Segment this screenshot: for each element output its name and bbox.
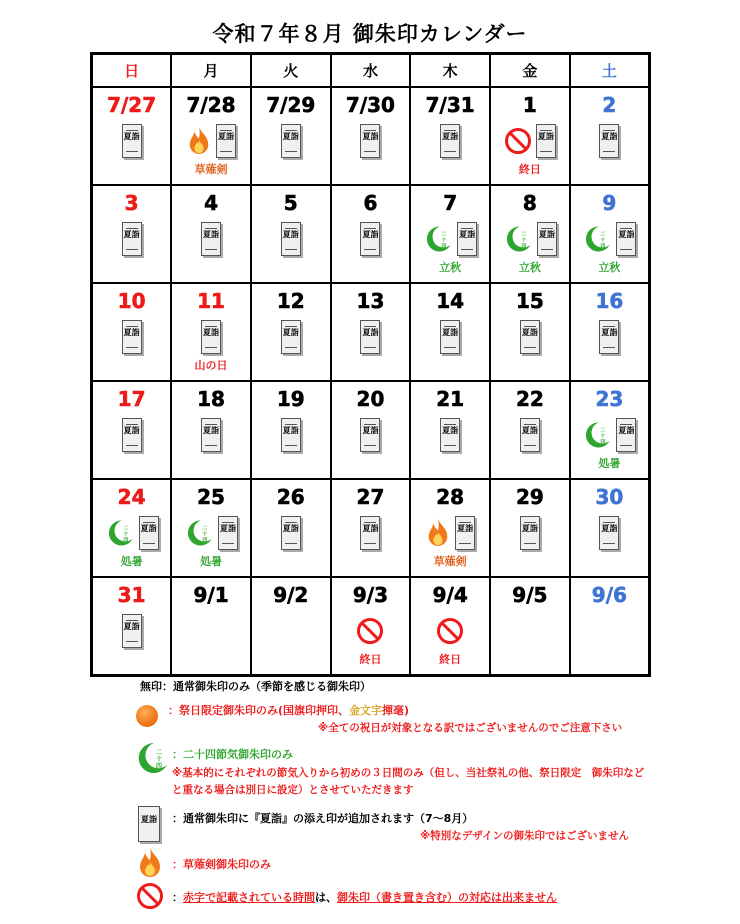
natsumode-card-icon (281, 320, 301, 354)
natsumode-card-icon (360, 124, 380, 158)
natsumode-card-icon (281, 124, 301, 158)
day-cell (410, 381, 490, 479)
day-cell (251, 87, 331, 185)
day-label: 山の日 (194, 359, 228, 372)
day-number: 18 (197, 387, 225, 411)
card-text: 夏詣 (218, 132, 235, 141)
weekday-header: 土 (570, 54, 650, 88)
legend-no-text-red: 赤字で記載されている時間 (183, 891, 315, 904)
day-icons (252, 122, 330, 160)
legend-flame-text: ：草薙剣御朱印のみ (172, 858, 271, 871)
day-number: 15 (515, 289, 544, 313)
day-label: 立秋 (518, 261, 541, 274)
day-cell (331, 185, 411, 283)
natsumode-card-icon (138, 806, 160, 842)
day-cell (171, 283, 251, 381)
card-text: 夏詣 (220, 524, 237, 533)
day-number: 1 (522, 93, 537, 117)
day-number: 22 (515, 387, 544, 411)
day-icons (411, 612, 489, 650)
day-number: 7/27 (107, 93, 157, 117)
day-number: 5 (283, 191, 298, 215)
day-icons (172, 514, 250, 552)
day-icons (571, 220, 648, 258)
legend-mujirushi-label: 無印 (140, 680, 162, 693)
day-icons (491, 514, 569, 552)
card-text: 夏詣 (538, 230, 555, 239)
svg-text:四: 四 (156, 763, 163, 770)
day-cell (490, 381, 570, 479)
day-label: 処暑 (598, 457, 621, 470)
day-cell (331, 381, 411, 479)
day-icons (252, 318, 330, 356)
svg-text:十: 十 (600, 237, 606, 244)
day-cell (410, 87, 490, 185)
card-text: 夏詣 (203, 230, 220, 239)
legend-no-row (172, 889, 557, 905)
svg-text:四: 四 (600, 439, 606, 446)
svg-text:四: 四 (202, 537, 208, 544)
day-cell (171, 577, 251, 676)
day-icons (93, 612, 170, 650)
day-cell (251, 577, 331, 676)
card-text: 夏詣 (282, 230, 299, 239)
natsumode-card-icon (281, 516, 301, 550)
day-icons (172, 318, 250, 356)
moon-icon (134, 740, 170, 779)
day-cell (171, 381, 251, 479)
day-icons (172, 122, 250, 160)
weekday-header: 木 (410, 54, 490, 88)
legend-sun-text-b: 揮毫) (382, 704, 410, 717)
prohibited-icon (436, 617, 464, 645)
day-number: 19 (276, 387, 305, 411)
card-text: 夏詣 (282, 328, 299, 337)
day-cell (92, 283, 172, 381)
day-cell (171, 87, 251, 185)
card-text: 夏詣 (123, 132, 140, 141)
legend-row-mujirushi (140, 678, 371, 694)
prohibited-icon (356, 617, 384, 645)
natsumode-card-icon (281, 222, 301, 256)
page-title: 令和７年８月 御朱印カレンダー (212, 22, 528, 46)
day-icons (571, 416, 648, 454)
day-cell (251, 381, 331, 479)
day-icons (411, 122, 489, 160)
day-number: 7/31 (425, 93, 475, 117)
day-cell (251, 479, 331, 577)
day-number: 17 (117, 387, 146, 411)
day-icons (252, 514, 330, 552)
day-cell (92, 577, 172, 676)
svg-text:二: 二 (600, 231, 606, 238)
legend-no-text-a: ： (172, 891, 183, 904)
prohibited-icon (504, 127, 532, 155)
day-cell (331, 479, 411, 577)
natsumode-card-icon (599, 320, 619, 354)
week-row (92, 87, 650, 185)
day-number: 6 (363, 191, 378, 215)
flame-icon (186, 125, 212, 157)
day-number: 20 (356, 387, 385, 411)
day-number: 21 (436, 387, 465, 411)
day-icons (411, 220, 489, 258)
legend-sun-note: ※全ての祝日が対象となる訳ではございませんのでご注意下さい (318, 722, 623, 734)
day-cell (490, 87, 570, 185)
moon-icon (105, 517, 135, 549)
day-cell (410, 577, 490, 676)
day-cell (251, 185, 331, 283)
svg-text:二: 二 (600, 427, 606, 434)
day-cell (92, 381, 172, 479)
day-number: 28 (436, 485, 465, 509)
calendar-grid (90, 52, 651, 677)
natsumode-card-icon (122, 320, 142, 354)
svg-text:二: 二 (441, 231, 447, 238)
natsumode-card-icon (616, 222, 636, 256)
flame-icon (425, 517, 451, 549)
day-number: 29 (515, 485, 544, 509)
card-text: 夏詣 (123, 426, 140, 435)
natsumode-card-icon (440, 418, 460, 452)
legend-moon-note: ※基本的にそれぞれの節気入りから初めの３日間のみ（但し、当社祭礼の他、祭日限定 御朱印などと重なる場合は別日に設定）とさせていただきます (172, 767, 645, 796)
day-icons (332, 122, 410, 160)
moon-icon (582, 223, 612, 255)
day-number: 9/1 (193, 583, 229, 607)
day-number: 23 (595, 387, 624, 411)
legend-sun-text-gold: 金文字 (349, 704, 383, 717)
week-row (92, 479, 650, 577)
weekday-header: 金 (490, 54, 570, 88)
day-icons (93, 220, 170, 258)
day-cell (410, 185, 490, 283)
svg-text:二: 二 (122, 525, 128, 532)
day-number: 2 (602, 93, 617, 117)
day-number: 14 (436, 289, 465, 313)
card-text: 夏詣 (282, 132, 299, 141)
moon-icon (503, 223, 533, 255)
natsumode-card-icon (360, 516, 380, 550)
sun-icon (136, 705, 158, 727)
day-cell (92, 87, 172, 185)
day-label: 処暑 (200, 555, 223, 568)
natsumode-card-icon (520, 516, 540, 550)
card-text: 夏詣 (457, 524, 474, 533)
day-number: 7/30 (345, 93, 395, 117)
svg-text:二: 二 (156, 749, 163, 756)
card-text: 夏詣 (601, 132, 618, 141)
legend-card-text: ：通常御朱印に『夏詣』の添え印が追加されます（7～8月） (172, 812, 474, 825)
natsumode-card-icon (360, 320, 380, 354)
day-number: 31 (117, 583, 146, 607)
day-cell (331, 87, 411, 185)
day-number: 27 (356, 485, 385, 509)
weekday-header: 日 (92, 54, 172, 88)
svg-text:四: 四 (441, 243, 447, 250)
day-label: 終日 (359, 653, 382, 666)
day-icons (172, 220, 250, 258)
day-cell (331, 577, 411, 676)
day-icons (332, 416, 410, 454)
card-text: 夏詣 (618, 230, 635, 239)
card-text: 夏詣 (123, 328, 140, 337)
day-icons (491, 220, 569, 258)
card-text: 夏詣 (141, 815, 157, 824)
card-text: 夏詣 (537, 132, 554, 141)
day-number: 16 (595, 289, 624, 313)
day-label: 草薙剣 (194, 163, 228, 176)
day-number: 3 (124, 191, 139, 215)
natsumode-card-icon (201, 418, 221, 452)
day-cell (251, 283, 331, 381)
day-cell (410, 283, 490, 381)
day-cell (570, 577, 650, 676)
day-number: 9/2 (273, 583, 309, 607)
natsumode-card-icon (281, 418, 301, 452)
natsumode-card-icon (457, 222, 477, 256)
day-number: 9/4 (432, 583, 468, 607)
day-number: 26 (276, 485, 305, 509)
natsumode-card-icon (122, 222, 142, 256)
day-number: 9/6 (591, 583, 627, 607)
card-text: 夏詣 (123, 622, 140, 631)
day-icons (93, 416, 170, 454)
day-icons (172, 416, 250, 454)
natsumode-card-icon (537, 222, 557, 256)
natsumode-card-icon (440, 320, 460, 354)
day-cell (490, 185, 570, 283)
day-cell (490, 577, 570, 676)
day-number: 9 (602, 191, 617, 215)
svg-text:十: 十 (156, 756, 163, 763)
natsumode-card-icon (216, 124, 236, 158)
day-icons (332, 318, 410, 356)
card-text: 夏詣 (123, 230, 140, 239)
day-cell (490, 283, 570, 381)
natsumode-card-icon (218, 516, 238, 550)
card-text: 夏詣 (521, 524, 538, 533)
day-number: 7/29 (266, 93, 316, 117)
week-row (92, 577, 650, 676)
natsumode-card-icon (139, 516, 159, 550)
card-text: 夏詣 (362, 230, 379, 239)
day-number: 4 (204, 191, 219, 215)
card-text: 夏詣 (459, 230, 476, 239)
weekday-header: 火 (251, 54, 331, 88)
day-number: 25 (197, 485, 225, 509)
natsumode-card-icon (360, 418, 380, 452)
day-icons (571, 318, 648, 356)
legend-sun-text-a: ：祭日限定御朱印のみ(国旗印押印、 (168, 704, 350, 717)
svg-text:十: 十 (600, 433, 606, 440)
week-row (92, 185, 650, 283)
card-text: 夏詣 (203, 328, 220, 337)
natsumode-card-icon (536, 124, 556, 158)
svg-text:二: 二 (521, 231, 527, 238)
day-number: 9/5 (512, 583, 548, 607)
weekday-header: 月 (171, 54, 251, 88)
day-number: 9/3 (352, 583, 389, 607)
natsumode-card-icon (201, 222, 221, 256)
card-text: 夏詣 (362, 524, 379, 533)
day-cell (171, 479, 251, 577)
day-icons (411, 514, 489, 552)
day-number: 13 (356, 289, 385, 313)
card-text: 夏詣 (618, 426, 635, 435)
day-cell (410, 479, 490, 577)
svg-text:四: 四 (521, 243, 527, 250)
day-cell (92, 185, 172, 283)
legend (0, 676, 740, 924)
legend-no-text-c: 御朱印（書き置き含む）の対応は出来ません (337, 891, 557, 904)
card-text: 夏詣 (282, 524, 299, 533)
svg-text:十: 十 (521, 237, 527, 244)
weekday-header-row (92, 54, 650, 88)
day-icons (491, 122, 569, 160)
legend-card-note: ※特別なデザインの御朱印ではございません (420, 830, 629, 842)
day-cell (570, 479, 650, 577)
day-icons (491, 416, 569, 454)
natsumode-card-icon (455, 516, 475, 550)
day-number: 24 (117, 485, 146, 509)
week-row (92, 283, 650, 381)
natsumode-card-icon (201, 320, 221, 354)
card-text: 夏詣 (521, 328, 538, 337)
day-cell (570, 185, 650, 283)
day-label: 立秋 (439, 261, 462, 274)
natsumode-card-icon (599, 124, 619, 158)
week-row (92, 381, 650, 479)
day-icons (252, 220, 330, 258)
day-cell (171, 185, 251, 283)
calendar-body (92, 87, 650, 676)
day-number: 8 (522, 191, 537, 215)
svg-text:十: 十 (441, 237, 447, 244)
card-text: 夏詣 (521, 426, 538, 435)
day-icons (332, 612, 410, 650)
day-label: 処暑 (120, 555, 143, 568)
natsumode-card-icon (440, 124, 460, 158)
day-cell (92, 479, 172, 577)
natsumode-card-icon (616, 418, 636, 452)
legend-no-text-b: は、 (315, 891, 337, 904)
day-number: 11 (197, 289, 225, 313)
day-icons (332, 220, 410, 258)
svg-text:四: 四 (600, 243, 606, 250)
day-icons (93, 318, 170, 356)
card-text: 夏詣 (362, 328, 379, 337)
day-number: 7 (443, 191, 458, 215)
svg-text:十: 十 (202, 531, 208, 538)
card-text: 夏詣 (601, 328, 618, 337)
legend-row-sun (168, 702, 409, 718)
day-icons (93, 514, 170, 552)
day-label: 立秋 (598, 261, 621, 274)
card-text: 夏詣 (442, 426, 459, 435)
day-icons (571, 514, 648, 552)
svg-text:十: 十 (122, 531, 128, 538)
natsumode-card-icon (520, 320, 540, 354)
card-text: 夏詣 (282, 426, 299, 435)
weekday-header: 水 (331, 54, 411, 88)
moon-icon (582, 419, 612, 451)
natsumode-card-icon (520, 418, 540, 452)
day-icons (252, 416, 330, 454)
legend-mujirushi-text: ：通常御朱印のみ（季節を感じる御朱印） (162, 680, 371, 693)
day-cell (570, 87, 650, 185)
card-text: 夏詣 (140, 524, 157, 533)
legend-moon-text: ：二十四節気御朱印のみ (172, 748, 293, 761)
day-number: 30 (595, 485, 624, 509)
natsumode-card-icon (599, 516, 619, 550)
day-label: 終日 (518, 163, 541, 176)
card-text: 夏詣 (203, 426, 220, 435)
day-cell (331, 283, 411, 381)
day-cell (490, 479, 570, 577)
flame-icon (136, 846, 164, 883)
day-number: 12 (276, 289, 305, 313)
moon-icon (184, 517, 214, 549)
card-text: 夏詣 (442, 132, 459, 141)
day-cell (570, 381, 650, 479)
svg-text:二: 二 (202, 525, 208, 532)
natsumode-card-icon (122, 124, 142, 158)
natsumode-card-icon (360, 222, 380, 256)
day-icons (411, 318, 489, 356)
card-text: 夏詣 (362, 132, 379, 141)
day-cell (570, 283, 650, 381)
card-text: 夏詣 (362, 426, 379, 435)
day-number: 10 (117, 289, 146, 313)
day-label: 終日 (439, 653, 462, 666)
moon-icon (423, 223, 453, 255)
card-text: 夏詣 (442, 328, 459, 337)
natsumode-card-icon (122, 614, 142, 648)
prohibited-icon (136, 882, 164, 913)
day-icons (411, 416, 489, 454)
day-icons (93, 122, 170, 160)
day-label: 草薙剣 (433, 555, 467, 568)
card-text: 夏詣 (601, 524, 618, 533)
natsumode-card-icon (122, 418, 142, 452)
day-icons (332, 514, 410, 552)
svg-text:四: 四 (122, 537, 128, 544)
day-icons (571, 122, 648, 160)
day-number: 7/28 (186, 93, 236, 117)
day-icons (491, 318, 569, 356)
